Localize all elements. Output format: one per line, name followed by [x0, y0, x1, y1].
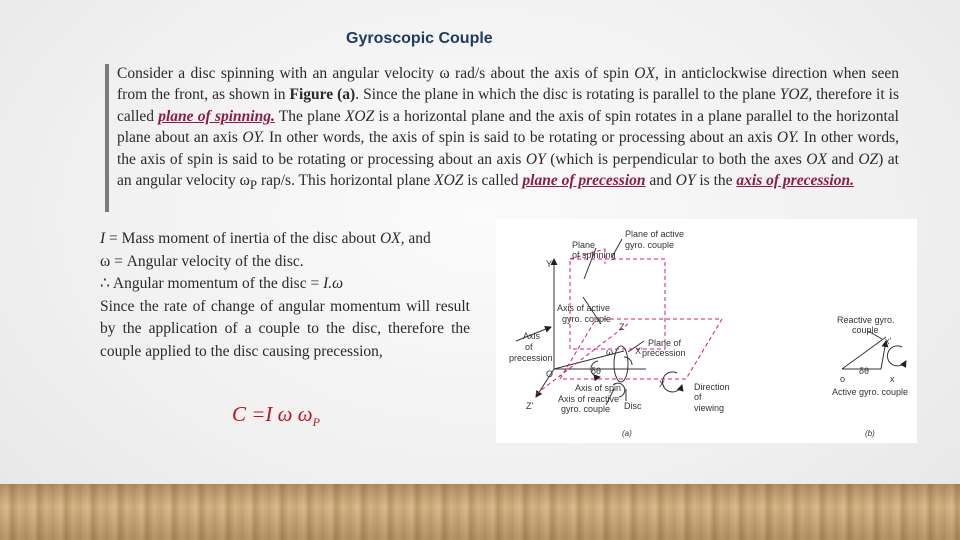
- figure-label: Plane of: [648, 338, 682, 348]
- para-text: in anticlockwise direction when seen from the front, as shown in: [117, 65, 899, 104]
- symbol-text: OX,: [379, 230, 405, 247]
- para-text: In other words, the axis of spin is said to be rotating or processing about an axis: [264, 129, 777, 147]
- para-text: YOZ,: [779, 86, 813, 104]
- figure-label: viewing: [694, 403, 725, 413]
- para-text: XOZ: [434, 172, 464, 190]
- figure-label: gyro. couple: [562, 314, 612, 324]
- figure-label: Axis: [523, 331, 541, 341]
- formula-subscript: P: [312, 415, 320, 430]
- figure-label: precession: [509, 353, 553, 363]
- para-text: XOZ: [344, 107, 375, 125]
- figure-label: of: [694, 392, 702, 402]
- figure-label: Axis of reactive: [558, 394, 620, 404]
- para-text: . Since the plane in which the disc is rotating is parallel to the plane: [355, 86, 780, 104]
- figure-label: Disc: [624, 401, 642, 411]
- para-text: P: [249, 177, 258, 193]
- gyroscopic-couple-formula: [232, 402, 320, 430]
- axis-label: x: [890, 374, 895, 384]
- para-text: and: [826, 150, 859, 168]
- symbol-text: I: [100, 230, 106, 247]
- figure-label: Reactive gyro.: [837, 315, 895, 325]
- figure-caption: (a): [622, 429, 632, 438]
- axis-label: Z: [619, 322, 625, 332]
- angle-label: δθ: [591, 366, 602, 376]
- symbol-text: I.ω: [323, 275, 344, 292]
- figure-label: Plane: [572, 240, 596, 250]
- para-text: (which is perpendicular to both the axes: [545, 150, 807, 168]
- para-text: OY: [525, 150, 546, 168]
- definition-text: and: [404, 230, 431, 247]
- figure-label: Axis of spin: [575, 383, 622, 393]
- figure-label: couple: [852, 325, 879, 335]
- axis-label: O: [546, 369, 554, 379]
- figure-label: Axis of active: [557, 303, 611, 313]
- figure-label: precession: [642, 348, 686, 358]
- figure-label: ω: [606, 347, 614, 357]
- para-text: ) at an angular velocity ω: [117, 150, 899, 190]
- para-text: OY: [675, 172, 696, 190]
- figure-label: Active gyro. couple: [832, 387, 909, 397]
- gyroscope-diagram: [496, 219, 917, 443]
- para-text: is a horizontal plane and the axis of spin rotates in a plane parallel to the horizontal plane about an axis: [117, 107, 899, 147]
- definitions-block: [100, 228, 470, 363]
- para-text: OY.: [242, 129, 265, 147]
- gyroscope-figure: [496, 219, 917, 443]
- para-text: OX: [806, 150, 827, 168]
- para-text: rap/s. This horizontal plane: [257, 172, 435, 190]
- para-text: Consider a disc spinning with an angular velocity ω rad/s about the axis of spin: [117, 65, 635, 82]
- para-text: OY.: [776, 129, 800, 147]
- figure-caption: (b): [865, 429, 875, 438]
- axis-label: Y: [546, 259, 553, 269]
- para-text: is called: [463, 172, 523, 190]
- figure-label: gyro. couple: [625, 240, 675, 250]
- angle-label: δθ: [859, 366, 870, 376]
- definition-line: ω = Angular velocity of the disc.: [100, 252, 304, 270]
- floor-shading: [0, 484, 960, 540]
- slide-title: Gyroscopic Couple: [346, 30, 493, 47]
- highlight-term: plane of precession: [522, 172, 646, 190]
- para-text: is the: [695, 172, 737, 190]
- para-text: and: [645, 172, 676, 190]
- figure-label: of: [525, 342, 533, 352]
- figure-label: Direction: [694, 382, 730, 392]
- figure-label: Plane of active: [625, 229, 685, 239]
- definition-text: = Mass moment of inertia of the disc about: [105, 230, 380, 247]
- definition-line: [100, 273, 470, 296]
- accent-bar: [105, 64, 109, 212]
- highlight-term: axis of precession.: [736, 172, 854, 190]
- para-text: OX,: [634, 65, 659, 82]
- formula-text: C =I ω ω: [232, 402, 313, 426]
- figure-reference: Figure (a): [289, 86, 356, 104]
- para-text: OZ: [858, 150, 879, 168]
- axis-label: X′: [635, 346, 643, 356]
- axis-label: o: [840, 374, 846, 384]
- figure-label: of spinning: [572, 250, 616, 260]
- definition-line: [100, 228, 470, 251]
- para-text: The plane: [274, 107, 345, 125]
- axis-label: Z′: [526, 401, 534, 411]
- definition-paragraph: Since the rate of change of angular momentum will result by the application of a couple to the disc, therefore the couple applied to the disc causing precession,: [100, 297, 470, 360]
- para-text: therefore it is called: [117, 86, 899, 125]
- highlight-term: plane of spinning.: [158, 107, 275, 125]
- figure-label: gyro. couple: [561, 404, 611, 414]
- definition-text: ∴ Angular momentum of the disc =: [100, 275, 324, 292]
- para-text: In other words, the axis of spin is said to be rotating or processing about an axis: [117, 129, 899, 168]
- axis-label: X: [659, 379, 666, 389]
- intro-paragraph: [117, 63, 899, 196]
- axis-label: x′: [885, 336, 892, 346]
